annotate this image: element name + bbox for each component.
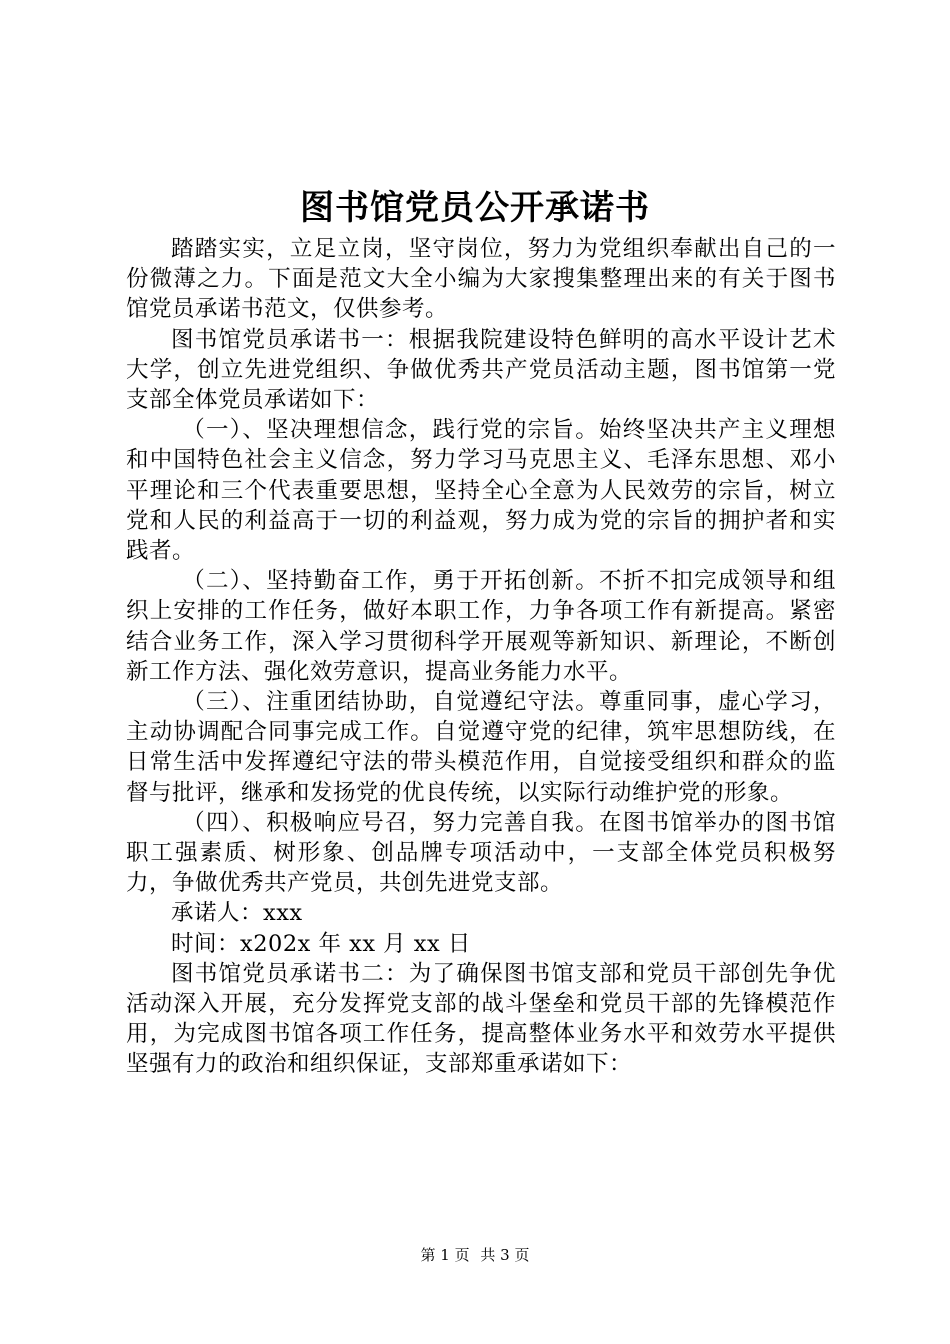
pledge-two-intro: 图书馆党员承诺书二：为了确保图书馆支部和党员干部创先争优活动深入开展，充分发挥党支部的战斗堡垒和党员干部的先锋模范作用，为完成图书馆各项工作任务，提高整体业务水平和效劳水平提供坚强有力的政治和组织保证，支部郑重承诺如下： xyxy=(126,960,836,1078)
page-total: 共 3 页 xyxy=(480,1246,530,1264)
signatory-line: 承诺人：xxx xyxy=(171,900,303,927)
date-line: 时间：x202x 年 xx 月 xx 日 xyxy=(171,930,471,957)
pledge-one-intro: 图书馆党员承诺书一：根据我院建设特色鲜明的高水平设计艺术大学，创立先进党组织、争做优秀共产党员活动主题，图书馆第一党支部全体党员承诺如下： xyxy=(126,326,836,414)
pledge-item-3: （三）、注重团结协助，自觉遵纪守法。尊重同事，虚心学习，主动协调配合同事完成工作。自觉遵守党的纪律，筑牢思想防线，在日常生活中发挥遵纪守法的带头模范作用，自觉接受组织和群众的监督与批评，继承和发扬党的优良传统，以实际行动维护党的形象。 xyxy=(126,689,836,806)
pledge-item-4: （四）、积极响应号召，努力完善自我。在图书馆举办的图书馆职工强素质、树形象、创品牌专项活动中，一支部全体党员积极努力，争做优秀共产党员，共创先进党支部。 xyxy=(126,809,836,897)
pledge-item-2: （二）、坚持勤奋工作，勇于开拓创新。不折不扣完成领导和组织上安排的工作任务，做好本职工作，力争各项工作有新提高。紧密结合业务工作，深入学习贯彻科学开展观等新知识、新理论，不断创新工作方法、强化效劳意识，提高业务能力水平。 xyxy=(126,568,836,685)
document-title: 图书馆党员公开承诺书 xyxy=(300,188,650,228)
pledge-item-1: （一）、坚决理想信念，践行党的宗旨。始终坚决共产主义理想和中国特色社会主义信念，努力学习马克思主义、毛泽东思想、邓小平理论和三个代表重要思想，坚持全心全意为人民效劳的宗旨，树立党和人民的利益高于一切的利益观，努力成为党的宗旨的拥护者和实践者。 xyxy=(126,417,836,565)
page-footer xyxy=(0,1245,950,1265)
document-body xyxy=(126,234,836,1080)
page-number: 第 1 页 xyxy=(420,1246,470,1264)
intro-paragraph: 踏踏实实，立足立岗，坚守岗位，努力为党组织奉献出自己的一份微薄之力。下面是范文大全小编为大家搜集整理出来的有关于图书馆党员承诺书范文，仅供参考。 xyxy=(126,236,836,323)
